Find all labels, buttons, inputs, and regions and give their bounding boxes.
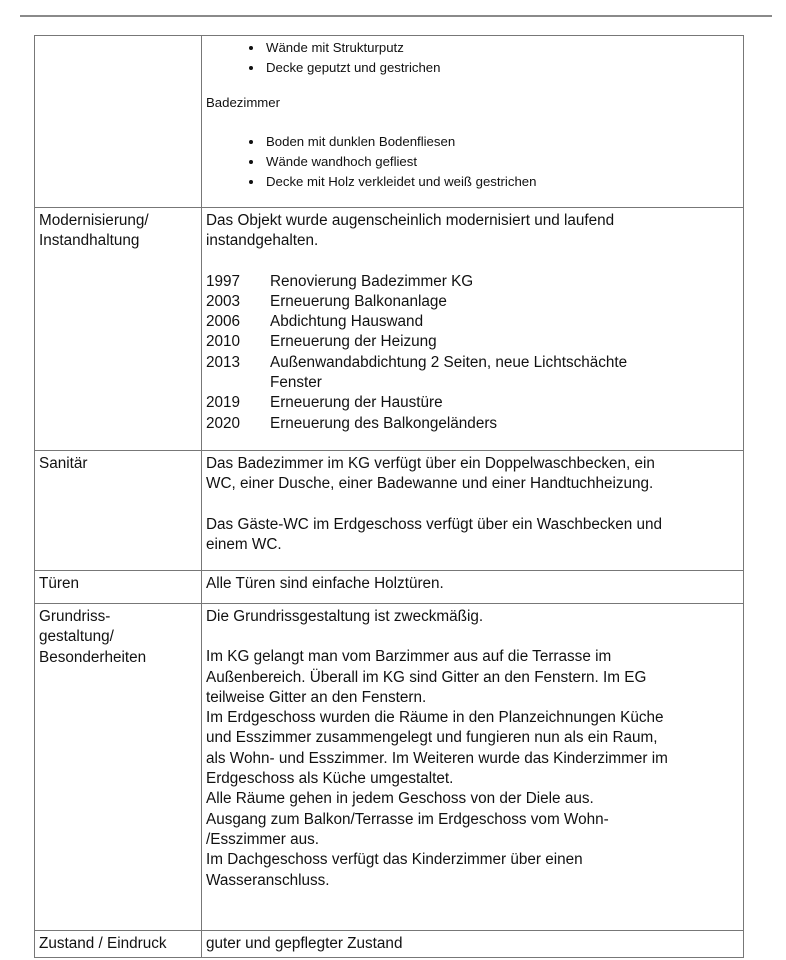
row-value <box>202 208 744 451</box>
row-label: Sanitär <box>35 451 202 571</box>
row-label: Modernisierung/ Instandhaltung <box>39 212 149 250</box>
row-value <box>202 571 744 604</box>
year: 1997 <box>206 272 241 290</box>
header-rule <box>20 15 772 17</box>
paragraph: Die Grundrissgestaltung ist zweckmäßig. <box>206 608 484 625</box>
bullet-list <box>206 38 739 77</box>
row-value <box>202 604 744 931</box>
paragraph: Im KG gelangt man vom Barzimmer aus auf die Terrasse im Außenbereich. Überall im KG sind Gitter an den Fenstern. Im EG teilweise Gitter an den Fenstern. Im Erdgeschoss wurden die Räume in den Planzeichnungen Küche und Esszimmer zusammengelegt und fungieren nun als ein Raum, als Wohn- und Esszimmer. Im Weiteren wurde das Kinderzimmer im Erdgeschoss als Küche umgestaltet. Alle Räume gehen in jedem Geschoss von der Diele aus. Ausgang zum Balkon/Terrasse im Erdgeschoss vom Wohn- /Esszimmer aus. Im Dachgeschoss verfügt das Kinderzimmer über einen Wasseranschluss. <box>206 648 668 889</box>
property-details-table <box>34 35 744 958</box>
event-text: Erneuerung der Heizung <box>270 333 437 351</box>
year: 2010 <box>206 333 241 351</box>
event-text: Außenwandabdichtung 2 Seiten, neue Lichtschächte Fenster <box>270 353 628 392</box>
paragraph: Alle Türen sind einfache Holztüren. <box>206 575 444 592</box>
intro-text: Das Objekt wurde augenscheinlich modernisiert und laufend instandgehalten. <box>206 212 615 250</box>
event-text: Renovierung Badezimmer KG <box>270 272 474 290</box>
modernization-list <box>206 272 739 434</box>
year: 2019 <box>206 394 241 412</box>
list-item: • Decke mit Holz verkleidet und weiß gestrichen <box>264 172 739 192</box>
list-item: • Decke geputzt und gestrichen <box>264 58 739 78</box>
paragraph: guter und gepflegter Zustand <box>206 935 403 952</box>
row-value <box>202 451 744 571</box>
year: 2013 <box>206 353 241 371</box>
table-row <box>35 604 744 931</box>
year: 2006 <box>206 313 241 331</box>
table-row <box>35 571 744 604</box>
event-text: Abdichtung Hauswand <box>270 313 424 331</box>
table-row <box>35 931 744 958</box>
bullet-list <box>206 132 739 191</box>
row-label: Türen <box>35 571 202 604</box>
table-row <box>35 36 744 208</box>
table-row <box>35 208 744 451</box>
list-item: • Boden mit dunklen Bodenfliesen <box>264 132 739 152</box>
row-label: Grundriss- gestaltung/ Besonderheiten <box>39 608 147 666</box>
list-item: • Wände wandhoch gefliest <box>264 152 739 172</box>
event-text: Erneuerung Balkonanlage <box>270 292 447 310</box>
event-text: Erneuerung der Haustüre <box>270 394 443 412</box>
event-text: Erneuerung des Balkongeländers <box>270 414 498 432</box>
year: 2003 <box>206 292 241 310</box>
row-label <box>35 36 202 208</box>
row-label: Zustand / Eindruck <box>35 931 202 958</box>
year: 2020 <box>206 414 241 432</box>
paragraph: Das Gäste-WC im Erdgeschoss verfügt über ein Waschbecken und einem WC. <box>206 515 662 553</box>
table-row <box>35 451 744 571</box>
paragraph: Das Badezimmer im KG verfügt über ein Doppelwaschbecken, ein WC, einer Dusche, einer Badewanne und einer Handtuchheizung. <box>206 455 655 493</box>
row-value <box>202 931 744 958</box>
list-item: • Wände mit Strukturputz <box>264 38 739 58</box>
subheading: Badezimmer <box>206 95 281 111</box>
row-value <box>202 36 744 208</box>
